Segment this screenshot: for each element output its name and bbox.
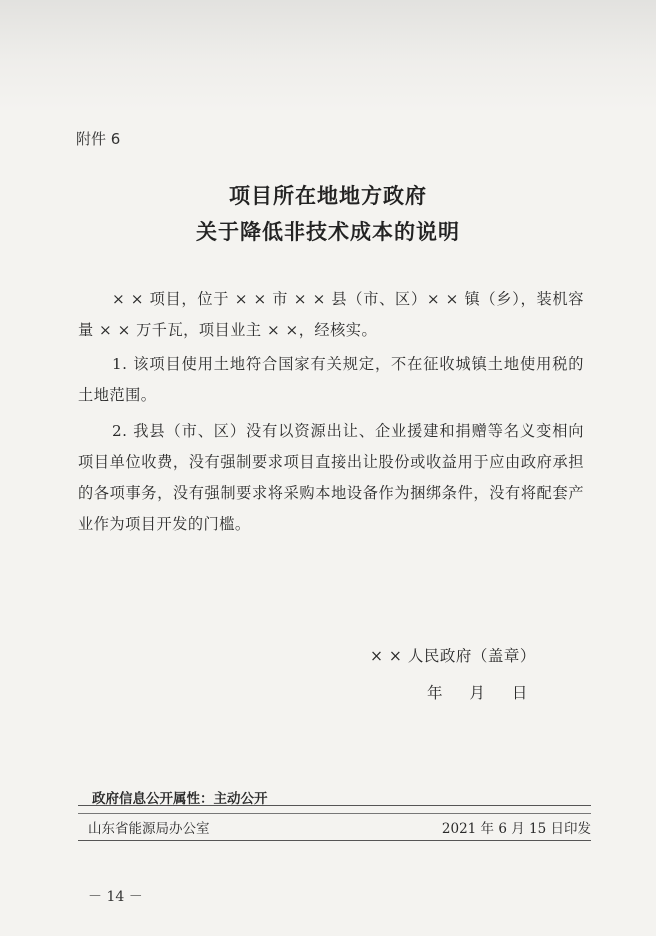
document-title-line-1: 项目所在地地方政府 xyxy=(229,183,427,208)
scan-shadow xyxy=(0,0,656,110)
signature-authority: × × 人民政府（盖章） xyxy=(370,647,536,665)
signature-date: 年 月 日 xyxy=(427,684,528,702)
paragraph-intro: × × 项目，位于 × × 市 × × 县（市、区）× × 镇（乡），装机容量 × × 万千瓦，项目业主 × ×，经核实。 xyxy=(78,290,584,339)
issuing-office: 山东省能源局办公室 xyxy=(88,821,210,837)
document-title-line-2: 关于降低非技术成本的说明 xyxy=(196,219,460,244)
paragraph-item-1: 1. 该项目使用土地符合国家有关规定，不在征收城镇土地使用税的土地范围。 xyxy=(78,355,584,404)
issue-date: 2021 年 6 月 15 日印发 xyxy=(441,821,591,837)
footer-rule-bottom xyxy=(78,840,591,841)
page-number: － 14 － xyxy=(88,889,143,905)
footer-rule-top xyxy=(78,805,591,806)
attachment-label: 附件 6 xyxy=(76,130,121,148)
paragraph-item-2: 2. 我县（市、区）没有以资源出让、企业援建和捐赠等名义变相向项目单位收费，没有强制要求项目直接出让股份或收益用于应由政府承担的各项事务，没有强制要求将采购本地设备作为捆绑条件，没有将配套产业作为项目开发的门槛。 xyxy=(78,422,584,533)
footer-rule-middle xyxy=(78,813,591,814)
disclosure-attribute: 政府信息公开属性：主动公开 xyxy=(92,791,268,807)
